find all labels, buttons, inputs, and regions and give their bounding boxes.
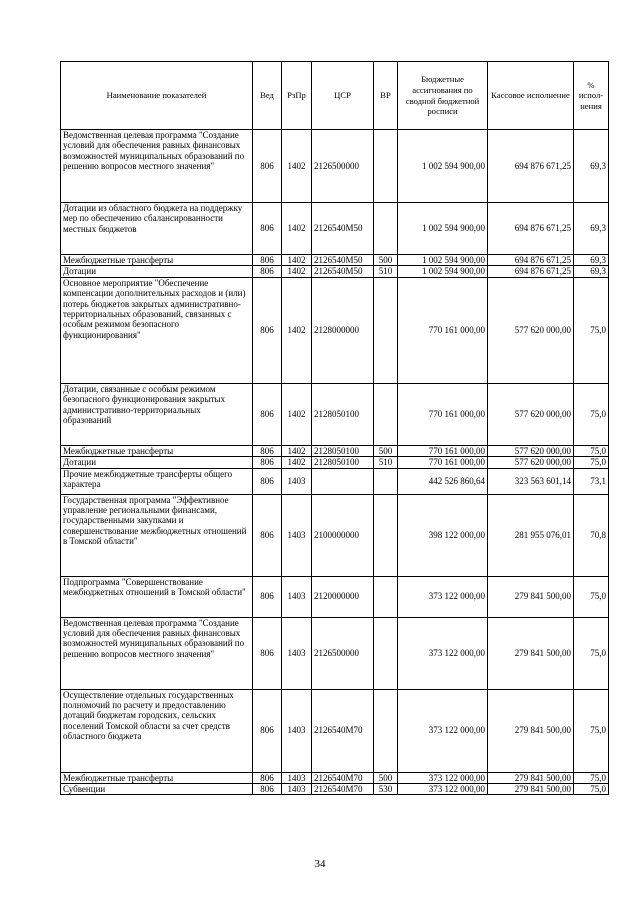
row-rzpr-cell: 1402	[282, 457, 312, 468]
col-header-name: Наименование показателей	[61, 62, 253, 130]
row-pct-cell: 75,0	[574, 445, 609, 456]
page-number: 34	[314, 858, 326, 870]
row-ved-cell: 806	[253, 130, 282, 203]
row-ved-cell: 806	[253, 255, 282, 266]
row-vr-cell	[374, 277, 398, 383]
col-header-budget: Бюджетные ассигнования по сводной бюджетной росписи	[398, 62, 488, 130]
row-cash-cell: 694 876 671,25	[488, 203, 574, 255]
table-row	[61, 576, 609, 617]
row-vr-cell: 530	[374, 784, 398, 795]
row-budget-cell: 770 161 000,00	[398, 445, 488, 456]
row-csr-cell: 2128050100	[312, 457, 374, 468]
row-ved-cell: 806	[253, 617, 282, 689]
table-row	[61, 617, 609, 689]
row-budget-cell: 770 161 000,00	[398, 457, 488, 468]
table-row	[61, 494, 609, 576]
row-budget-cell: 770 161 000,00	[398, 277, 488, 383]
row-vr-cell	[374, 383, 398, 445]
row-budget-cell: 373 122 000,00	[398, 576, 488, 617]
row-cash-cell: 281 955 076,01	[488, 494, 574, 576]
row-vr-cell: 500	[374, 772, 398, 783]
row-vr-cell	[374, 130, 398, 203]
row-pct-cell: 69,3	[574, 266, 609, 277]
header-row	[61, 62, 609, 130]
col-header-csr: ЦСР	[312, 62, 374, 130]
row-pct-cell: 75,0	[574, 277, 609, 383]
row-pct-cell: 69,3	[574, 130, 609, 203]
row-csr-cell: 2128000000	[312, 277, 374, 383]
row-vr-cell	[374, 617, 398, 689]
table-row	[61, 457, 609, 468]
row-pct-cell: 75,0	[574, 383, 609, 445]
table-row	[61, 689, 609, 772]
row-cash-cell: 279 841 500,00	[488, 772, 574, 783]
row-budget-cell: 1 002 594 900,00	[398, 266, 488, 277]
row-pct-cell: 70,8	[574, 494, 609, 576]
row-vr-cell: 510	[374, 457, 398, 468]
budget-table	[60, 61, 609, 795]
row-budget-cell: 1 002 594 900,00	[398, 130, 488, 203]
row-csr-cell: 2126500000	[312, 617, 374, 689]
row-vr-cell: 500	[374, 445, 398, 456]
row-rzpr-cell: 1402	[282, 277, 312, 383]
row-cash-cell: 577 620 000,00	[488, 277, 574, 383]
table-row	[61, 468, 609, 494]
table-row	[61, 784, 609, 795]
row-name-cell: Ведомственная целевая программа "Создание условий для обеспечения равных финансовых возможностей муниципальных образований по решению вопросов местного значения"	[61, 130, 253, 203]
row-rzpr-cell: 1403	[282, 617, 312, 689]
table-row	[61, 772, 609, 783]
row-ved-cell: 806	[253, 689, 282, 772]
row-ved-cell: 806	[253, 203, 282, 255]
row-csr-cell: 2120000000	[312, 576, 374, 617]
row-ved-cell: 806	[253, 468, 282, 494]
row-ved-cell: 806	[253, 266, 282, 277]
row-csr-cell: 2126540М70	[312, 772, 374, 783]
row-cash-cell: 577 620 000,00	[488, 445, 574, 456]
row-rzpr-cell: 1402	[282, 266, 312, 277]
row-name-cell: Дотации из областного бюджета на поддержку мер по обеспечению сбалансированности местных бюджетов	[61, 203, 253, 255]
row-name-cell: Межбюджетные трансферты	[61, 255, 253, 266]
row-rzpr-cell: 1403	[282, 772, 312, 783]
row-ved-cell: 806	[253, 277, 282, 383]
row-cash-cell: 279 841 500,00	[488, 617, 574, 689]
row-rzpr-cell: 1403	[282, 494, 312, 576]
row-cash-cell: 279 841 500,00	[488, 576, 574, 617]
row-budget-cell: 373 122 000,00	[398, 617, 488, 689]
table-row	[61, 277, 609, 383]
col-header-vr: ВР	[374, 62, 398, 130]
row-cash-cell: 279 841 500,00	[488, 689, 574, 772]
row-name-cell: Субвенции	[61, 784, 253, 795]
row-csr-cell	[312, 468, 374, 494]
row-csr-cell: 2126540М70	[312, 689, 374, 772]
row-ved-cell: 806	[253, 772, 282, 783]
row-pct-cell: 75,0	[574, 457, 609, 468]
row-ved-cell: 806	[253, 445, 282, 456]
row-ved-cell: 806	[253, 576, 282, 617]
row-rzpr-cell: 1403	[282, 468, 312, 494]
row-pct-cell: 75,0	[574, 617, 609, 689]
row-rzpr-cell: 1403	[282, 784, 312, 795]
row-rzpr-cell: 1402	[282, 130, 312, 203]
row-csr-cell: 2126540М50	[312, 266, 374, 277]
table-row	[61, 266, 609, 277]
row-name-cell: Ведомственная целевая программа "Создание условий для обеспечения равных финансовых возможностей муниципальных образований по решению вопросов местного значения"	[61, 617, 253, 689]
table-row	[61, 255, 609, 266]
row-vr-cell: 500	[374, 255, 398, 266]
table-row	[61, 383, 609, 445]
row-cash-cell: 694 876 671,25	[488, 255, 574, 266]
row-rzpr-cell: 1402	[282, 445, 312, 456]
row-csr-cell: 2126540М50	[312, 255, 374, 266]
table-row	[61, 445, 609, 456]
row-budget-cell: 442 526 860,64	[398, 468, 488, 494]
row-ved-cell: 806	[253, 457, 282, 468]
col-header-pct: % испол-нения	[574, 62, 609, 130]
row-cash-cell: 279 841 500,00	[488, 784, 574, 795]
row-rzpr-cell: 1403	[282, 576, 312, 617]
row-pct-cell: 75,0	[574, 689, 609, 772]
row-vr-cell	[374, 494, 398, 576]
row-cash-cell: 694 876 671,25	[488, 130, 574, 203]
row-vr-cell	[374, 203, 398, 255]
row-name-cell: Дотации	[61, 457, 253, 468]
row-pct-cell: 69,3	[574, 203, 609, 255]
row-csr-cell: 2126540М70	[312, 784, 374, 795]
row-ved-cell: 806	[253, 383, 282, 445]
row-vr-cell	[374, 576, 398, 617]
row-cash-cell: 694 876 671,25	[488, 266, 574, 277]
row-rzpr-cell: 1403	[282, 689, 312, 772]
row-budget-cell: 373 122 000,00	[398, 784, 488, 795]
row-name-cell: Подпрограмма "Совершенствование межбюджетных отношений в Томской области"	[61, 576, 253, 617]
row-name-cell: Осуществление отдельных государственных полномочий по расчету и предоставлению дотаций бюджетам городских, сельских поселений Томской области за счет средств областного бюджета	[61, 689, 253, 772]
row-vr-cell	[374, 689, 398, 772]
row-cash-cell: 323 563 601,14	[488, 468, 574, 494]
row-name-cell: Дотации, связанные с особым режимом безопасного функционирования закрытых административно-территориальных образований	[61, 383, 253, 445]
row-pct-cell: 75,0	[574, 772, 609, 783]
table-row	[61, 130, 609, 203]
row-csr-cell: 2100000000	[312, 494, 374, 576]
row-ved-cell: 806	[253, 494, 282, 576]
table-body	[61, 130, 609, 795]
col-header-cash: Кассовое исполнение	[488, 62, 574, 130]
row-ved-cell: 806	[253, 784, 282, 795]
row-budget-cell: 1 002 594 900,00	[398, 203, 488, 255]
row-name-cell: Межбюджетные трансферты	[61, 772, 253, 783]
row-csr-cell: 2126540М50	[312, 203, 374, 255]
row-cash-cell: 577 620 000,00	[488, 457, 574, 468]
row-budget-cell: 373 122 000,00	[398, 772, 488, 783]
col-header-ved: Вед	[253, 62, 282, 130]
row-rzpr-cell: 1402	[282, 255, 312, 266]
row-name-cell: Основное мероприятие "Обеспечение компенсации дополнительных расходов и (или) потерь бюджетов закрытых административно-территориальных образований, связанных с особым режимом безопасного функционирования"	[61, 277, 253, 383]
table-row	[61, 203, 609, 255]
row-pct-cell: 75,0	[574, 576, 609, 617]
row-name-cell: Государственная программа "Эффективное управление региональными финансами, государственными закупками и совершенствование межбюджетных отношений в Томской области"	[61, 494, 253, 576]
row-csr-cell: 2128050100	[312, 383, 374, 445]
row-pct-cell: 75,0	[574, 784, 609, 795]
row-cash-cell: 577 620 000,00	[488, 383, 574, 445]
row-csr-cell: 2126500000	[312, 130, 374, 203]
row-pct-cell: 69,3	[574, 255, 609, 266]
row-budget-cell: 770 161 000,00	[398, 383, 488, 445]
row-pct-cell: 73,1	[574, 468, 609, 494]
row-vr-cell	[374, 468, 398, 494]
row-rzpr-cell: 1402	[282, 383, 312, 445]
col-header-rzpr: РзПр	[282, 62, 312, 130]
row-budget-cell: 373 122 000,00	[398, 689, 488, 772]
row-vr-cell: 510	[374, 266, 398, 277]
row-name-cell: Дотации	[61, 266, 253, 277]
row-name-cell: Прочие межбюджетные трансферты общего характера	[61, 468, 253, 494]
row-csr-cell: 2128050100	[312, 445, 374, 456]
row-budget-cell: 1 002 594 900,00	[398, 255, 488, 266]
row-name-cell: Межбюджетные трансферты	[61, 445, 253, 456]
row-rzpr-cell: 1402	[282, 203, 312, 255]
row-budget-cell: 398 122 000,00	[398, 494, 488, 576]
